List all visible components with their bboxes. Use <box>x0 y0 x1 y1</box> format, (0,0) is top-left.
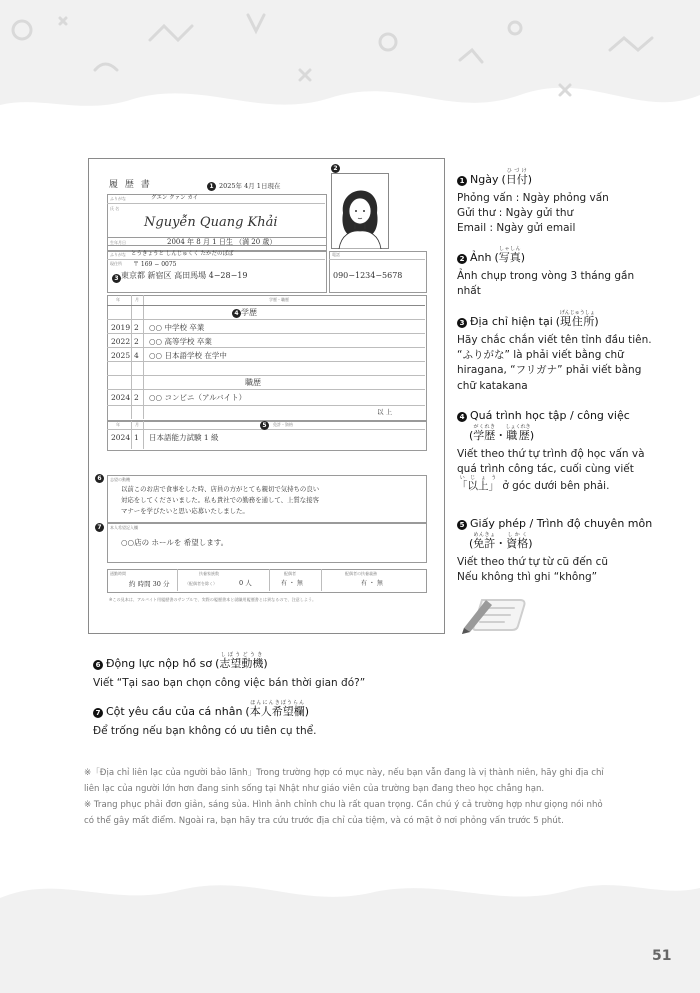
motivation-line: マナーを学びたいと思い応募いたしました。 <box>121 507 249 515</box>
note-jp: 免許 <box>473 536 496 550</box>
col-month: 月 <box>135 422 139 427</box>
note-number: 7 <box>93 708 103 718</box>
note-jp: 日付 <box>505 173 528 186</box>
work-heading: 職歴 <box>245 378 261 387</box>
address-label: 現住所 <box>110 261 122 266</box>
spouse-value: 有 ・ 無 <box>281 580 303 587</box>
dependents-value: 0 人 <box>239 579 252 587</box>
commute-value: 約 時間 30 分 <box>129 580 170 588</box>
birth-date: 2004 年 8 月 1 日生 （満 20 歳） <box>167 238 277 246</box>
note-ruby: しょくれき <box>505 423 531 430</box>
note-license: 5 Giấy phép / Trình độ chuyên môn (免許めんきょ・資格しかく) Viết theo thứ tự từ cũ đến cũ Nếu không thì ghi “không” <box>457 516 655 585</box>
note-number: 1 <box>457 176 467 186</box>
footnote: ※「Địa chỉ liên lạc của người bảo lãnh」Trong trường hợp có mục này, nếu bạn vẫn đang là vị thành niên, hãy ghi địa chỉ liên lạc của người lớn hơn đang sinh sống tại Nhật như giáo viên của trường bạn đang theo học chẳng hạn. <box>84 768 604 794</box>
note-ruby: しかく <box>506 531 529 538</box>
history-year: 2025 <box>111 351 131 360</box>
note-line: Viết theo thứ tự trình độ học vấn và quá trình công tác, cuối cùng viết <box>457 447 645 476</box>
note-line: Email : Ngày gửi email <box>457 222 576 235</box>
current-address: 東京都 新宿区 高田馬場 4−28−19 <box>121 271 248 280</box>
resume-title: 履 歴 書 <box>109 180 152 190</box>
birth-label: 生年月日 <box>110 240 126 245</box>
history-month: 2 <box>134 337 139 346</box>
history-month: 4 <box>134 351 139 360</box>
callout-1: 1 <box>207 182 216 191</box>
note-line: Viết “Tại sao bạn chọn công việc bán thời gian đó?” <box>93 676 366 689</box>
note-title: Cột yêu cầu của cá nhân <box>106 705 243 718</box>
note-ruby: がくれき <box>473 423 496 430</box>
phone-label: 電話 <box>332 252 340 257</box>
note-jp: 現住所 <box>559 315 595 328</box>
applicant-name: Nguyễn Quang Khải <box>144 215 278 230</box>
commute-label: 通勤時間 <box>110 571 126 576</box>
note-line: Hãy chắc chắn viết tên tỉnh đầu tiên. “ふりがな” là phải viết bằng chữ hiragana, “フリガナ” phải viết bằng chữ katakana <box>457 333 652 392</box>
request-text: ○○店の ホールを 希望します。 <box>121 538 229 547</box>
spouse-duty-value: 有 ・ 無 <box>361 580 383 587</box>
note-title: Ngày <box>470 173 499 186</box>
history-month: 2 <box>134 323 139 332</box>
note-title: Địa chỉ hiện tại <box>470 315 553 328</box>
col-year: 年 <box>116 297 120 302</box>
history-entry: ○○ 高等学校 卒業 <box>149 337 212 346</box>
note-jp: 写真 <box>498 251 521 264</box>
note-motivation: 6 Động lực nộp hồ sơ (志望動機しぼうどうき) Viết “Tại sao bạn chọn công việc bán thời gian đó?” <box>93 652 513 691</box>
callout-3: 3 <box>112 274 121 283</box>
note-jp: 職歴 <box>505 428 531 442</box>
note-number: 3 <box>457 318 467 328</box>
callout-2: 2 <box>331 164 340 173</box>
postal-code: 〒 169 − 0075 <box>133 261 177 268</box>
callout-7: 7 <box>95 523 104 532</box>
resume-form <box>88 158 445 634</box>
note-title: Giấy phép / Trình độ chuyên môn <box>470 517 653 530</box>
note-history: 4 Quá trình học tập / công việc (学歴がくれき・職歴しょくれき) Viết theo thứ tự trình độ học vấn và quá trình công tác, cuối cùng viết 「以上」いじょう ở góc dưới bên phải. <box>457 409 645 493</box>
history-year: 2019 <box>111 323 131 332</box>
note-line: Gửi thư : Ngày gửi thư <box>457 207 574 220</box>
request-label: 本人希望記入欄 <box>110 525 138 530</box>
col-license: 免許・資格 <box>273 422 293 427</box>
note-ruby: めんきょ <box>473 531 496 538</box>
page-footnotes <box>84 766 614 830</box>
name-label: 氏 名 <box>110 206 120 211</box>
callout-4: 4 <box>232 309 241 318</box>
note-line: Phỏng vấn : Ngày phỏng vấn <box>457 191 609 204</box>
history-entry: ○○ 日本語学校 在学中 <box>149 351 227 360</box>
furigana-name: グエン クァン カイ <box>151 195 199 201</box>
note-number: 2 <box>457 254 467 264</box>
education-heading: 学歴 <box>241 308 257 317</box>
form-footnote: ※この見本は、アルバイト用履歴書のサンプルで、実際の履歴書本と就職用履歴書とは異なるので、注意しよう。 <box>109 597 317 602</box>
callout-6: 6 <box>95 474 104 483</box>
furigana-label: ふりがな <box>110 196 126 201</box>
resume-date: 2025年 4月 1日現在 <box>219 182 281 190</box>
callout-5: 5 <box>260 421 269 430</box>
motivation-line: 対応をしてくださいました。私も貴社での勤務を通して、上質な接客 <box>121 496 319 504</box>
note-line: Để trống nếu bạn không có ưu tiên cụ thể. <box>93 724 317 737</box>
note-jp: 志望動機 <box>219 657 264 670</box>
work-month: 2 <box>134 393 139 402</box>
pencil-paper-icon <box>460 594 528 634</box>
col-month: 月 <box>135 297 139 302</box>
dependents-note: （配偶者を除く） <box>185 581 217 586</box>
work-entry: ○○ コンビニ（アルバイト） <box>149 393 247 402</box>
note-number: 4 <box>457 412 467 422</box>
page-number: 51 <box>652 948 672 964</box>
footnote: ※ Trang phục phải đơn giản, sáng sủa. Hình ảnh chỉnh chu là rất quan trọng. Cần chú ý cả trường hợp như giọng nói nhỏ có thể gây mất điểm. Ngoài ra, bạn hãy tra cứu trước địa chỉ của tiệm, và có mặt ở nơi phỏng vấn trước 5 phút. <box>84 799 603 826</box>
note-title: Động lực nộp hồ sơ <box>106 657 213 670</box>
note-title: Ảnh <box>470 251 492 264</box>
work-year: 2024 <box>111 393 131 402</box>
license-month: 1 <box>134 433 139 442</box>
note-jp: 資格 <box>506 536 529 550</box>
motivation-label: 志望の動機 <box>110 477 130 482</box>
end-mark: 以 上 <box>377 408 393 416</box>
note-ruby: ほんにんきぼうらん <box>249 700 305 706</box>
note-number: 6 <box>93 660 103 670</box>
address-furigana: とうきょうと しんじゅくく たかだのばば <box>131 251 234 257</box>
note-ruby: しぼうどうき <box>219 652 264 658</box>
motivation-line: 以前このお店で食事をした時、店員の方がとても親切で気持ちの良い <box>121 485 320 493</box>
note-ruby: ひづけ <box>505 168 528 174</box>
dependents-label: 扶養家族数 <box>199 571 219 576</box>
history-entry: ○○ 中学校 卒業 <box>149 323 205 332</box>
note-personal-request: 7 Cột yêu cầu của cá nhân (本人希望欄ほんにんきぼうらん) Để trống nếu bạn không có ưu tiên cụ thể. <box>93 700 513 739</box>
license-year: 2024 <box>111 433 131 442</box>
note-jp: 学歴 <box>473 428 496 442</box>
bottom-wave-decoration <box>0 868 700 993</box>
note-line: ở góc dưới bên phải. <box>499 480 610 493</box>
note-jp: 本人希望欄 <box>249 705 305 718</box>
applicant-photo <box>331 173 389 249</box>
col-year: 年 <box>116 422 120 427</box>
note-line: Viết theo thứ tự từ cũ đến cũ <box>457 555 609 568</box>
spouse-duty-label: 配偶者の扶養義務 <box>345 571 377 576</box>
history-year: 2022 <box>111 337 131 346</box>
note-number: 5 <box>457 520 467 530</box>
col-history: 学歴・職歴 <box>269 297 289 302</box>
note-photo: 2 Ảnh (写真しゃしん) Ảnh chụp trong vòng 3 tháng gần nhất <box>457 246 647 299</box>
note-ruby: いじょう <box>457 475 499 482</box>
note-ruby: げんじゅうしょ <box>559 310 595 316</box>
license-entry: 日本語能力試験 1 級 <box>149 433 219 442</box>
note-jp: 「以上」 <box>457 480 499 493</box>
note-line: Ảnh chụp trong vòng 3 tháng gần nhất <box>457 269 635 298</box>
address-furigana-label: ふりがな <box>110 252 126 257</box>
note-line: Nếu không thì ghi “không” <box>457 571 598 584</box>
top-wave-decoration <box>0 0 700 140</box>
note-address: 3 Địa chỉ hiện tại (現住所げんじゅうしょ) Hãy chắc chắn viết tên tỉnh đầu tiên. “ふりがな” là phải viết bằng chữ hiragana, “フリガナ” phải viết bằng chữ katakana <box>457 310 655 394</box>
spouse-label: 配偶者 <box>284 571 296 576</box>
note-date: 1 Ngày (日付ひづけ) Phỏng vấn : Ngày phỏng vấn Gửi thư : Ngày gửi thư Email : Ngày gửi email <box>457 168 647 237</box>
phone-number: 090−1234−5678 <box>333 271 403 280</box>
note-title: Quá trình học tập / công việc <box>470 409 630 422</box>
note-ruby: しゃしん <box>498 246 521 252</box>
